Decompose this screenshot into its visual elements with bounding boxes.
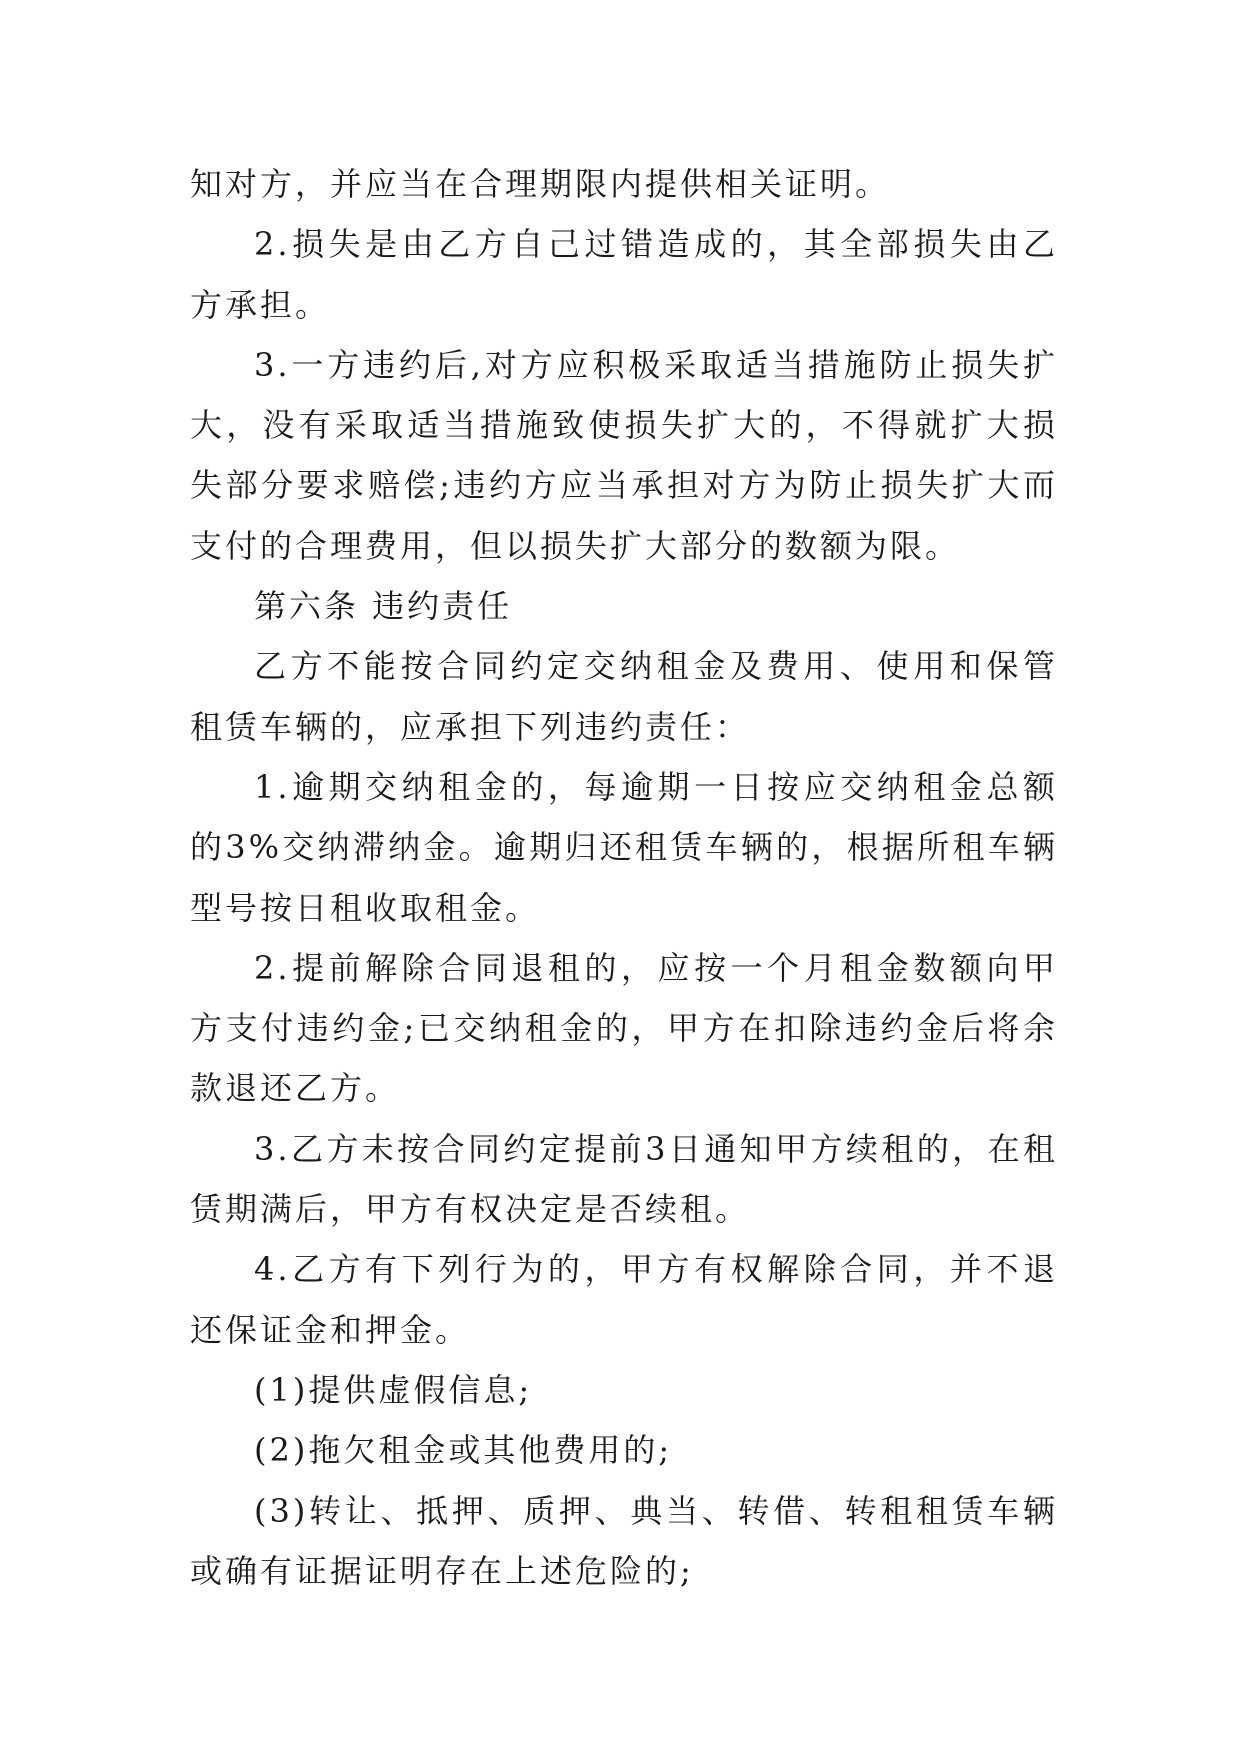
paragraph-liability-item-3: 3.乙方未按合同约定提前3日通知甲方续租的，在租赁期满后，甲方有权决定是否续租。: [190, 1129, 1058, 1229]
paragraph-liability-item-2: 2.提前解除合同退租的，应按一个月租金数额向甲方支付违约金;已交纳租金的，甲方在扣除违约金后将余款退还乙方。: [190, 948, 1058, 1108]
paragraph-subitem-2: (2)拖欠租金或其他费用的;: [254, 1431, 673, 1470]
paragraph-loss-clause-3: 3.一方违约后,对方应积极采取适当措施防止损失扩大，没有采取适当措施致使损失扩大的，不得就扩大损失部分要求赔偿;违约方应当承担对方为防止损失扩大而支付的合理费用，但以损失扩大部分的数额为限。: [190, 345, 1058, 565]
paragraph-liability-intro: 乙方不能按合同约定交纳租金及费用、使用和保管租赁车辆的，应承担下列违约责任：: [190, 647, 1058, 746]
document-body: [190, 154, 1058, 1601]
paragraph-notice-continuation: 知对方，并应当在合理期限内提供相关证明。: [190, 165, 891, 203]
section-heading-article-6: 第六条 违约责任: [254, 587, 513, 626]
paragraph-liability-item-1: 1.逾期交纳租金的，每逾期一日按应交纳租金总额的3%交纳滞纳金。逾期归还租赁车辆的，根据所租车辆型号按日租收取租金。: [190, 767, 1058, 927]
paragraph-subitem-3: (3)转让、抵押、质押、典当、转借、转租租赁车辆或确有证据证明存在上述危险的;: [190, 1491, 1058, 1590]
paragraph-subitem-1: (1)提供虚假信息;: [254, 1370, 533, 1409]
paragraph-liability-item-4: 4.乙方有下列行为的，甲方有权解除合同，并不退还保证金和押金。: [190, 1250, 1058, 1349]
paragraph-loss-clause-2: 2.损失是由乙方自己过错造成的，其全部损失由乙方承担。: [190, 225, 1058, 324]
